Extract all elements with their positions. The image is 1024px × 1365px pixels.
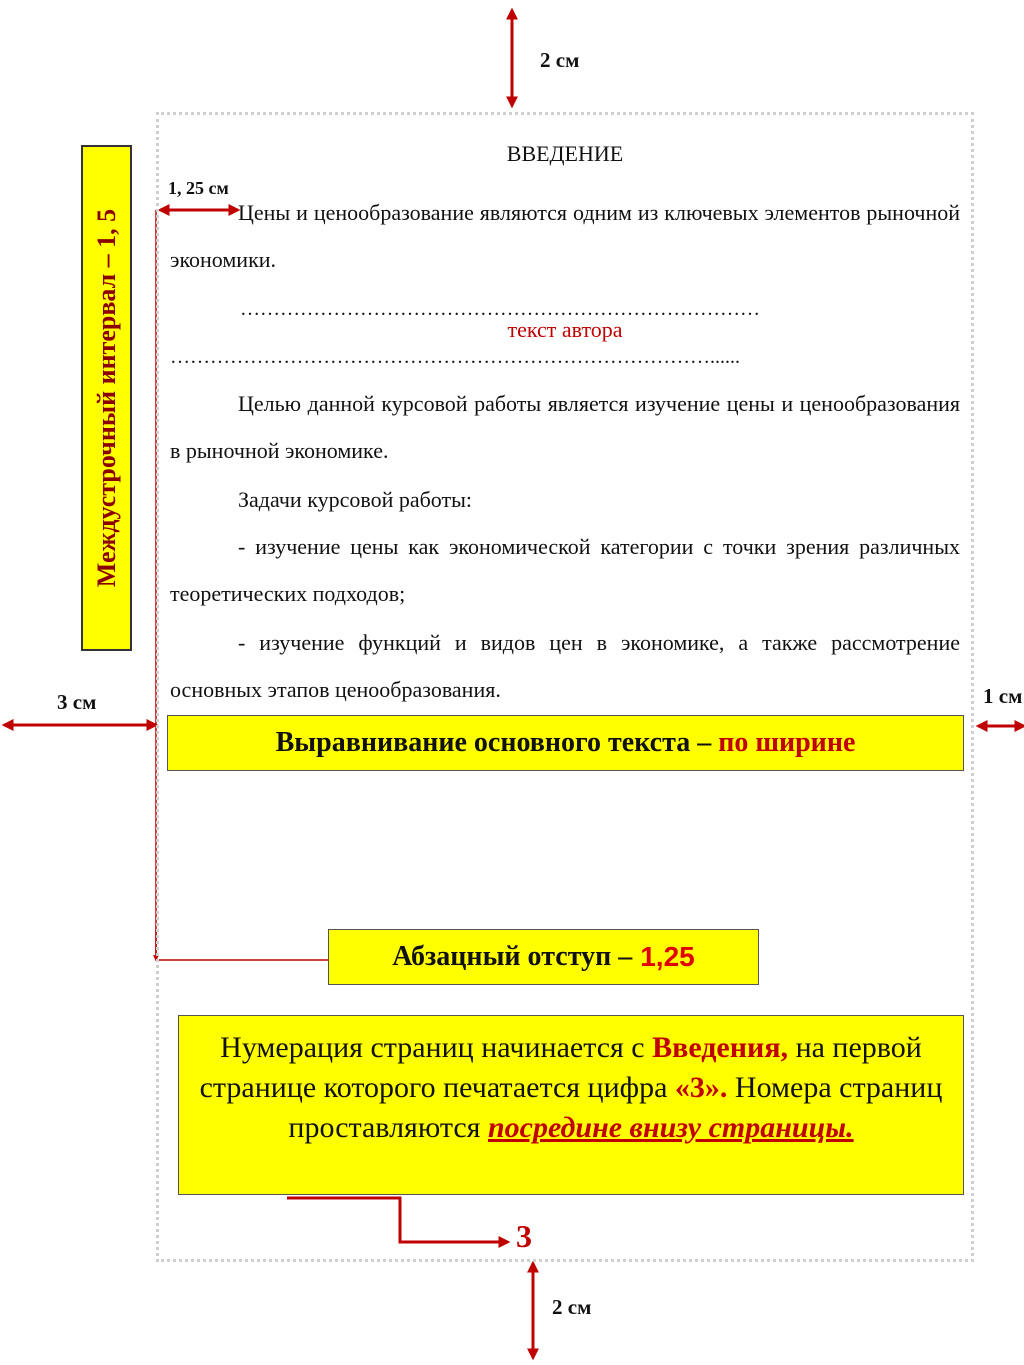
page-note-number: «3». — [674, 1071, 728, 1104]
paragraph-4: - изучение цены как экономической категории с точки зрения различных теоретических подходов; — [170, 534, 960, 606]
bottom-margin-label: 2 см — [552, 1295, 592, 1319]
page-number: 3 — [516, 1218, 532, 1254]
right-margin-label: 1 см — [983, 684, 1023, 708]
dots-line-1: …………………………………………………………………… — [240, 298, 760, 320]
alignment-value: по ширине — [718, 727, 856, 758]
indent-prefix: Абзацный отступ – — [392, 941, 633, 972]
dots-line-2: ………………………………………………………………………...... — [170, 346, 740, 368]
paragraph-3: Задачи курсовой работы: — [238, 487, 473, 512]
document-title: ВВЕДЕНИЕ — [506, 141, 624, 166]
alignment-callout — [167, 715, 964, 771]
indent-value: 1,25 — [640, 941, 695, 972]
page-note-part-2: на первой странице которого печатается цифра — [199, 1031, 922, 1104]
indent-callout — [328, 929, 759, 985]
paragraph-1: Цены и ценообразование являются одним из ключевых элементов рыночной экономики. — [170, 200, 960, 272]
left-margin-label: 3 см — [57, 690, 97, 714]
indent-label: 1, 25 см — [168, 178, 229, 198]
paragraph-5: - изучение функций и видов цен в экономике, а также рассмотрение основных этапов ценообразования. — [170, 630, 960, 702]
page-note-position: посредине внизу страницы. — [487, 1111, 854, 1144]
page-note-part-1: Нумерация страниц начинается с — [220, 1031, 653, 1064]
line-spacing-box — [81, 145, 132, 651]
alignment-prefix: Выравнивание основного текста – — [275, 727, 712, 758]
page-numbering-callout — [178, 1015, 964, 1195]
line-spacing-label: Междустрочный интервал – 1, 5 — [91, 208, 121, 588]
top-margin-label: 2 см — [540, 48, 580, 72]
paragraph-2: Целью данной курсовой работы является изучение цены и ценообразования в рыночной экономике. — [170, 391, 960, 463]
author-text: текст автора — [507, 317, 623, 342]
page-note-part-3: Номера страниц проставляются — [288, 1071, 943, 1144]
page-note-introduction: Введения, — [652, 1031, 789, 1064]
